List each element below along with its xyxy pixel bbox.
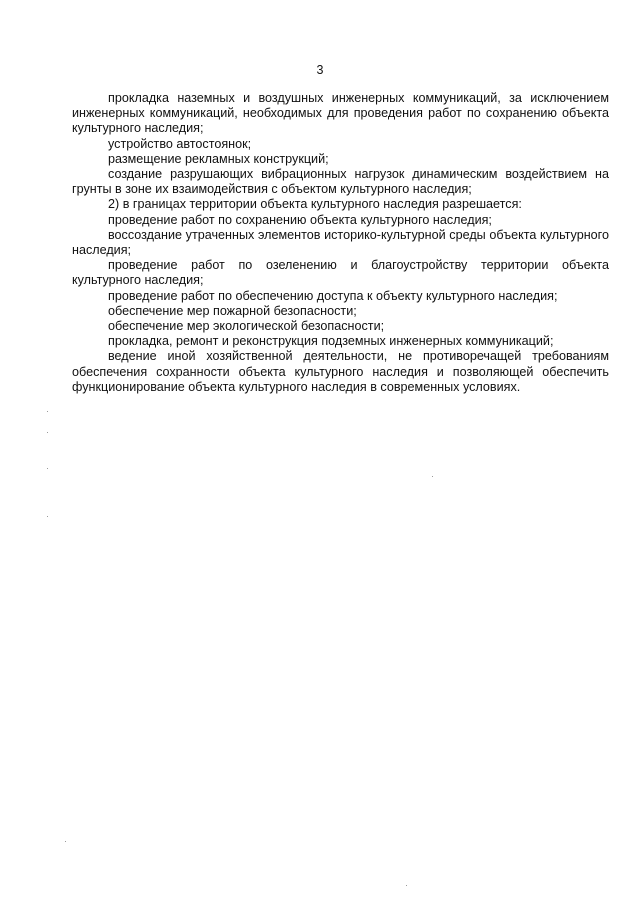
paragraph: обеспечение мер пожарной безопасности;: [108, 303, 357, 318]
paragraph: создание разрушающих вибрационных нагрузок динамическим воздействием на грунты в зоне их взаимодействия с объектом культурного наследия;: [72, 167, 609, 197]
paragraph: прокладка наземных и воздушных инженерных коммуникаций, за исключением инженерных коммуникаций, необходимых для проведения работ по сохранению объекта культурного наследия;: [72, 91, 609, 136]
scan-speck: [47, 516, 48, 517]
paragraph: 2) в границах территории объекта культурного наследия разрешается:: [108, 197, 522, 212]
paragraph: размещение рекламных конструкций;: [108, 151, 329, 166]
paragraph: прокладка, ремонт и реконструкция подземных инженерных коммуникаций;: [108, 334, 554, 349]
paragraph: проведение работ по обеспечению доступа к объекту культурного наследия;: [108, 288, 558, 303]
paragraph: проведение работ по озеленению и благоустройству территории объекта культурного наследия;: [72, 258, 609, 288]
paragraph: обеспечение мер экологической безопасности;: [108, 319, 385, 334]
paragraph: воссоздание утраченных элементов историко-культурной среды объекта культурного наследия;: [72, 227, 609, 258]
scan-speck: [432, 476, 433, 477]
paragraph: устройство автостоянок;: [108, 136, 252, 151]
scan-speck: [406, 885, 407, 886]
page-number: 3: [316, 63, 324, 77]
scan-speck: [47, 432, 48, 433]
scan-speck: [47, 468, 48, 469]
scan-speck: [65, 841, 66, 842]
paragraph: проведение работ по сохранению объекта культурного наследия;: [108, 212, 492, 227]
paragraph: ведение иной хозяйственной деятельности, не противоречащей требованиям обеспечения сохранности объекта культурного наследия и позволяющей обеспечить функционирование объекта культурного наследия в современных условиях.: [72, 349, 609, 394]
scan-speck: [47, 411, 48, 412]
document-body: [72, 91, 609, 395]
